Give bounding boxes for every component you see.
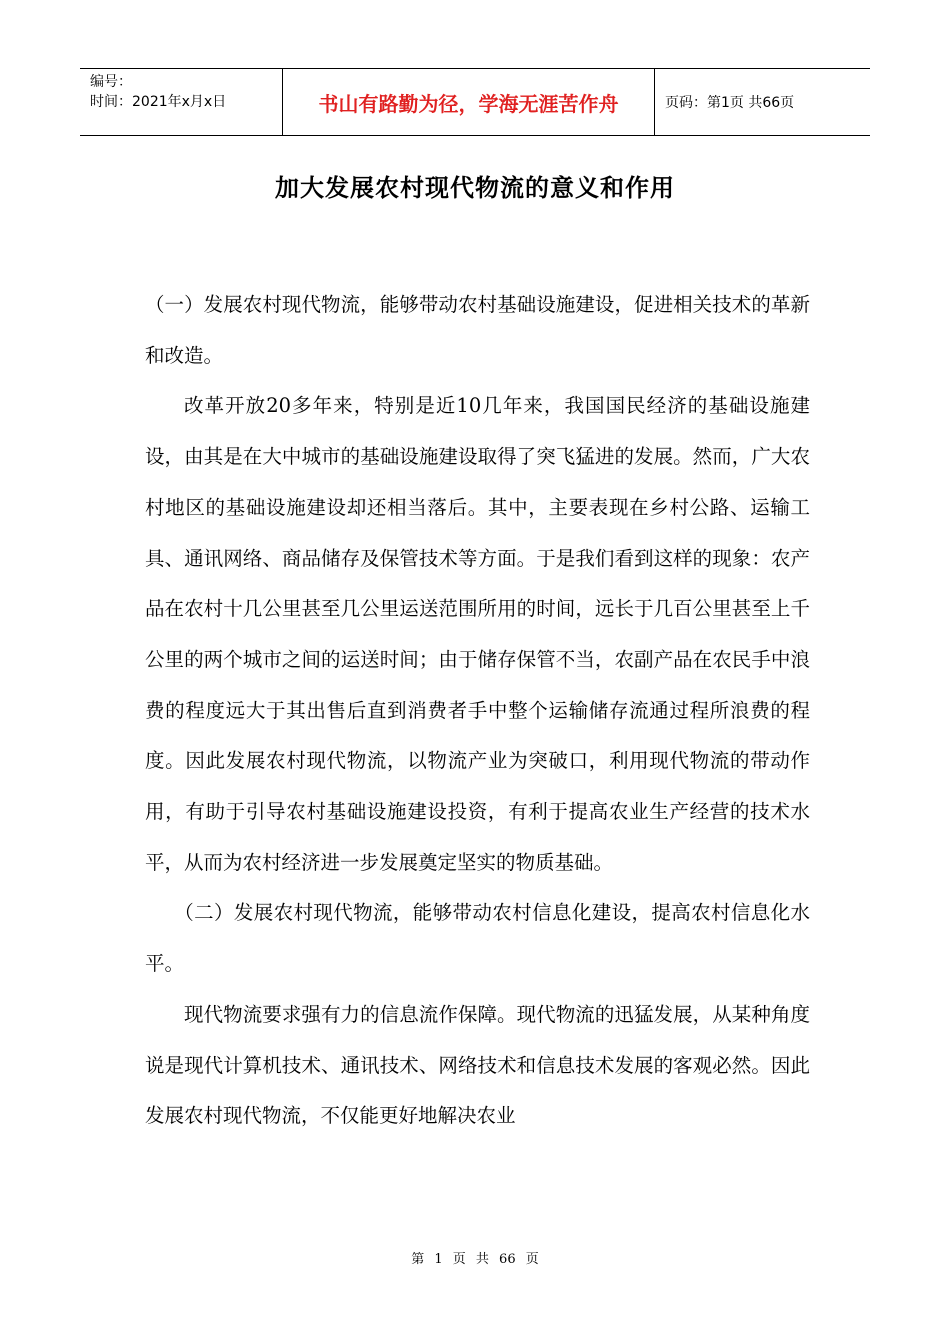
document-number-label: 编号：: [90, 74, 132, 90]
header-page-cell: [655, 69, 870, 135]
header-page-info: 页码：第1页 共66页: [665, 95, 795, 111]
body-paragraph-1: 改革开放20多年来，特别是近10几年来，我国国民经济的基础设施建设，由其是在大中城市的基础设施建设取得了突飞猛进的发展。然而，广大农村地区的基础设施建设却还相当落后。其中，主要表现在乡村公路、运输工具、通讯网络、商品储存及保管技术等方面。于是我们看到这样的现象：农产品在农村十几公里甚至几公里运送范围所用的时间，远长于几百公里甚至上千公里的两个城市之间的运送时间；由于储存保管不当，农副产品在农民手中浪费的程度远大于其出售后直到消费者手中整个运输储存流通过程所浪费的程度。因此发展农村现代物流，以物流产业为突破口，利用现代物流的带动作用，有助于引导农村基础设施建设投资，有利于提高农业生产经营的技术水平，从而为农村经济进一步发展奠定坚实的物质基础。: [145, 394, 810, 874]
header-motto: 书山有路勤为径，学海无涯苦作舟: [318, 91, 619, 116]
document-date: 时间：2021年x月x日: [90, 94, 227, 110]
header-motto-cell: [283, 69, 655, 135]
page-footer: 第 1 页 共 66 页: [411, 1252, 539, 1267]
document-title: 加大发展农村现代物流的意义和作用: [275, 173, 675, 202]
section-heading-2: （二）发展农村现代物流，能够带动农村信息化建设，提高农村信息化水平。: [145, 901, 810, 976]
section-heading-1: （一）发展农村现代物流，能够带动农村基础设施建设，促进相关技术的革新和改造。: [145, 293, 810, 367]
header-meta-cell: [80, 69, 283, 135]
document-body: [145, 280, 810, 1142]
body-paragraph-2: 现代物流要求强有力的信息流作保障。现代物流的迅猛发展，从某种角度说是现代计算机技术、通讯技术、网络技术和信息技术发展的客观必然。因此发展农村现代物流，不仅能更好地解决农业: [145, 1002, 810, 1128]
header-table: [80, 68, 870, 136]
